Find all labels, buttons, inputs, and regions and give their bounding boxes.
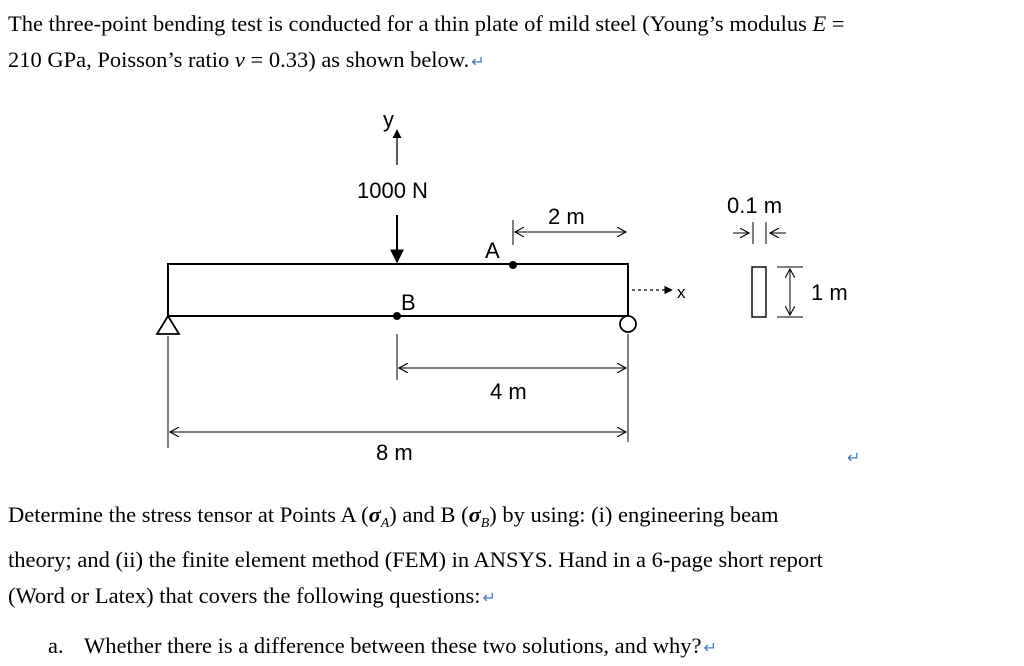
sigma-a-subscript: A <box>380 515 390 531</box>
height-label: 1 m <box>811 280 848 305</box>
youngs-modulus-symbol: E <box>812 11 827 36</box>
task-line-2: theory; and (ii) the finite element method (FEM) in ANSYS. Hand in a 6-page short report <box>8 546 823 572</box>
point-a-label: A <box>485 238 500 263</box>
question-a-marker: a. <box>48 633 64 658</box>
task-line-3: (Word or Latex) that covers the following questions: <box>8 582 481 608</box>
pin-support-icon <box>157 316 179 334</box>
equals-sign: = <box>826 11 845 36</box>
point-b-marker <box>393 312 401 320</box>
task-line-1-mid: ) and B ( <box>389 502 469 527</box>
return-mark-icon: ↵ <box>471 52 485 71</box>
sigma-b-symbol: σ <box>468 502 481 527</box>
task-paragraph <box>8 497 823 616</box>
intro-line-1: The three-point bending test is conducted for a thin plate of mild steel (Young’s modulus <box>8 11 813 36</box>
dim-a-label: 2 m <box>548 204 585 229</box>
y-axis-label: y <box>383 107 394 132</box>
point-b-label: B <box>401 290 416 315</box>
figure-return-mark-icon: ↵ <box>847 448 861 467</box>
intro-line-2: 210 GPa, Poisson’s ratio <box>8 47 235 72</box>
beam <box>168 264 628 316</box>
load-label: 1000 N <box>357 178 428 203</box>
roller-support-icon <box>620 316 636 332</box>
question-a-text: Whether there is a difference between these two solutions, and why? <box>84 633 702 658</box>
question-a <box>48 628 717 666</box>
task-line-1-pre: Determine the stress tensor at Points A ( <box>8 502 369 527</box>
x-axis-label: x <box>677 283 686 302</box>
question-return-mark-icon: ↵ <box>703 638 717 657</box>
sigma-b-subscript: B <box>480 515 490 531</box>
sigma-a-symbol: σ <box>368 502 381 527</box>
task-return-mark-icon: ↵ <box>482 587 496 607</box>
point-a-marker <box>509 261 517 269</box>
cross-section <box>752 267 766 317</box>
intro-line-2-rest: = 0.33) as shown below. <box>244 47 470 72</box>
span-label: 8 m <box>376 440 413 465</box>
task-line-1-post: ) by using: (i) engineering beam <box>489 502 779 527</box>
poisson-symbol: v <box>234 47 245 72</box>
thickness-label: 0.1 m <box>727 193 783 218</box>
dim-b-label: 4 m <box>490 379 527 404</box>
